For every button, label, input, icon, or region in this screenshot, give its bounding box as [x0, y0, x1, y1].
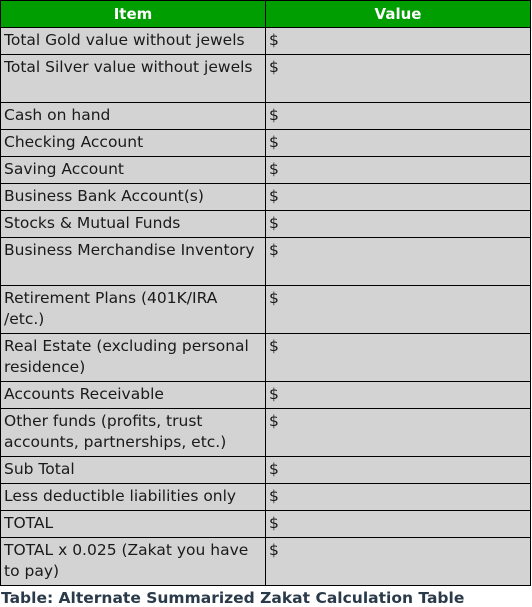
value-cell: $ [266, 238, 531, 286]
table-row [1, 157, 531, 184]
table-body [1, 28, 531, 586]
value-cell: $ [266, 157, 531, 184]
table-header-row [1, 1, 531, 28]
value-cell: $ [266, 55, 531, 103]
item-cell: Business Bank Account(s) [1, 184, 266, 211]
item-cell: Total Silver value without jewels [1, 55, 266, 103]
table-row [1, 184, 531, 211]
item-cell: Business Merchandise Inventory [1, 238, 266, 286]
table-row [1, 511, 531, 538]
item-cell: Retirement Plans (401K/IRA /etc.) [1, 286, 266, 334]
value-cell: $ [266, 130, 531, 157]
table-row [1, 409, 531, 457]
item-cell: Saving Account [1, 157, 266, 184]
item-cell: Other funds (profits, trust accounts, partnerships, etc.) [1, 409, 266, 457]
table-caption: Table: Alternate Summarized Zakat Calculation Table [1, 589, 465, 607]
table-row [1, 103, 531, 130]
value-cell: $ [266, 28, 531, 55]
item-cell: Stocks & Mutual Funds [1, 211, 266, 238]
item-cell: Sub Total [1, 457, 266, 484]
value-cell: $ [266, 103, 531, 130]
item-cell: Cash on hand [1, 103, 266, 130]
table-row [1, 130, 531, 157]
table-row [1, 211, 531, 238]
value-cell: $ [266, 334, 531, 382]
value-cell: $ [266, 184, 531, 211]
value-cell: $ [266, 382, 531, 409]
value-cell: $ [266, 511, 531, 538]
value-cell: $ [266, 211, 531, 238]
item-cell: TOTAL x 0.025 (Zakat you have to pay) [1, 538, 266, 586]
column-header-item: Item [1, 1, 266, 28]
column-header-value: Value [266, 1, 531, 28]
item-cell: Less deductible liabilities only [1, 484, 266, 511]
table-row [1, 55, 531, 103]
value-cell: $ [266, 286, 531, 334]
table-row [1, 484, 531, 511]
table-row [1, 382, 531, 409]
item-cell: Accounts Receivable [1, 382, 266, 409]
table-row [1, 457, 531, 484]
value-cell: $ [266, 409, 531, 457]
item-cell: Real Estate (excluding personal residence) [1, 334, 266, 382]
table-row [1, 28, 531, 55]
value-cell: $ [266, 484, 531, 511]
item-cell: Total Gold value without jewels [1, 28, 266, 55]
value-cell: $ [266, 457, 531, 484]
table-row [1, 238, 531, 286]
table-row [1, 538, 531, 586]
value-cell: $ [266, 538, 531, 586]
table-row [1, 286, 531, 334]
table-row [1, 334, 531, 382]
item-cell: TOTAL [1, 511, 266, 538]
item-cell: Checking Account [1, 130, 266, 157]
